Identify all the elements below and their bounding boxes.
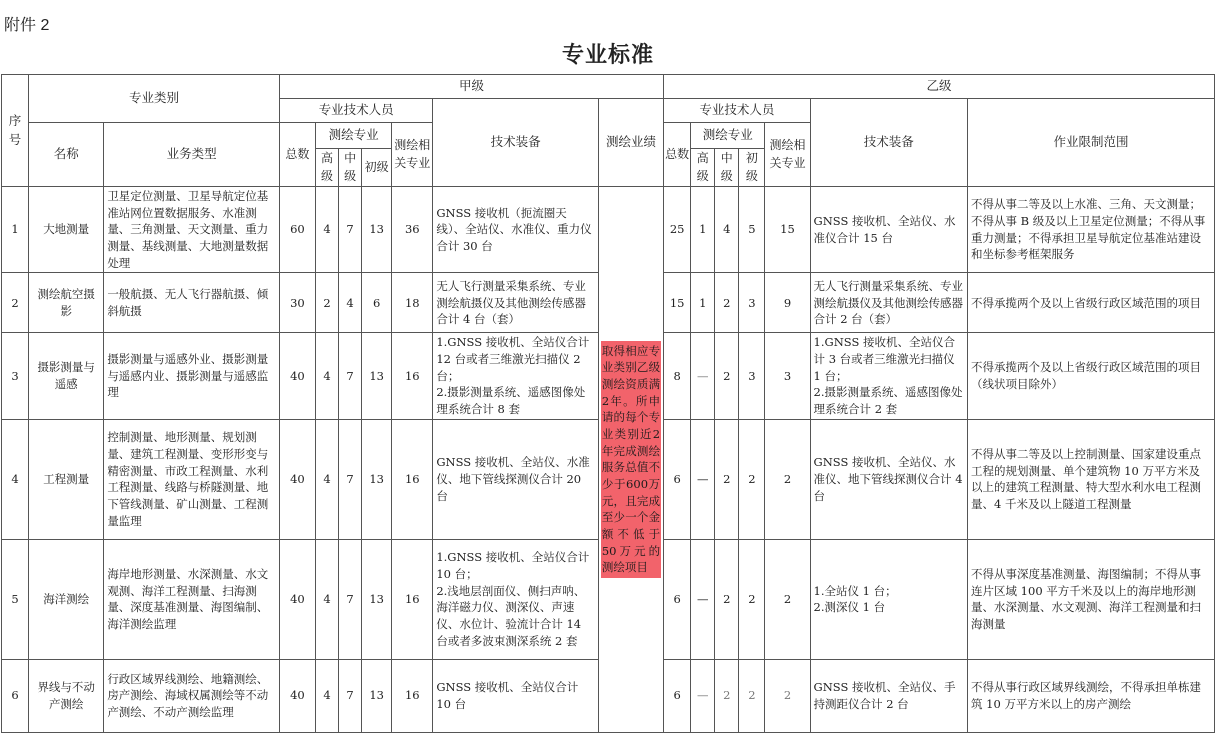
header-a-related: 测绘相关专业 [392,123,433,187]
b-related-cell: 9 [765,273,810,333]
a-mid-cell: 7 [339,659,362,732]
b-related-cell: 2 [765,539,810,659]
a-junior-cell: 13 [362,539,392,659]
b-equipment-cell: 1.全站仪 1 台； 2.测深仪 1 台 [810,539,967,659]
a-mid-cell: 7 [339,539,362,659]
b-total-cell: 6 [664,659,691,732]
business-cell: 行政区域界线测绘、地籍测绘、房产测绘、海域权属测绘等不动产测绘、不动产测绘监理 [104,659,280,732]
b-scope-cell: 不得承揽两个及以上省级行政区域范围的项目 [968,273,1215,333]
b-junior-cell: 2 [739,419,765,539]
header-b-personnel: 专业技术人员 [664,99,810,123]
b-senior-cell: — [691,659,715,732]
a-equipment-cell: 1.GNSS 接收机、全站仪合计 10 台； 2.浅地层剖面仪、侧扫声呐、海洋磁力仪、测深仪、声速仪、水位计、验流计合计 14 台或者多波束测深系统 2 套 [433,539,599,659]
name-cell: 工程测量 [29,419,104,539]
header-b-surveying-major: 测绘专业 [691,123,765,149]
b-equipment-cell: GNSS 接收机、全站仪、手持测距仪合计 2 台 [810,659,967,732]
a-senior-cell: 4 [315,419,338,539]
a-total-cell: 40 [279,539,315,659]
b-scope-cell: 不得承揽两个及以上省级行政区域范围的项目（线状项目除外） [968,333,1215,419]
b-mid-cell: 2 [715,419,739,539]
a-total-cell: 40 [279,419,315,539]
name-cell: 大地测量 [29,187,104,273]
b-equipment-cell: GNSS 接收机、全站仪、水准仪、地下管线探测仪合计 4 台 [810,419,967,539]
name-cell: 海洋测绘 [29,539,104,659]
a-total-cell: 30 [279,273,315,333]
b-junior-cell: 2 [739,539,765,659]
a-senior-cell: 4 [315,333,338,419]
name-cell: 测绘航空摄影 [29,273,104,333]
a-senior-cell: 4 [315,187,338,273]
b-senior-cell: 1 [691,187,715,273]
header-a-performance: 测绘业绩 [598,99,663,187]
b-related-cell: 2 [765,659,810,732]
b-mid-cell: 2 [715,333,739,419]
b-related-cell: 2 [765,419,810,539]
b-equipment-cell: 1.GNSS 接收机、全站仪合计 3 台或者三维激光扫描仪 1 台； 2.摄影测量系统、遥感图像处理系统合计 2 套 [810,333,967,419]
b-mid-cell: 2 [715,273,739,333]
a-related-cell: 18 [392,273,433,333]
header-a-senior: 高级 [315,149,338,187]
header-b-senior: 高级 [691,149,715,187]
b-scope-cell: 不得从事二等及以上水准、三角、天文测量；不得从事 B 级及以上卫星定位测量；不得从事重力测量；不得承担卫星导航定位基准站建设和坐标参考框架服务 [968,187,1215,273]
attachment-label: 附件 2 [4,17,50,34]
b-mid-cell: 2 [715,659,739,732]
a-equipment-cell: 1.GNSS 接收机、全站仪合计 12 台或者三维激光扫描仪 2 台； 2.摄影测量系统、遥感图像处理系统合计 8 套 [433,333,599,419]
header-grade-b: 乙级 [664,75,1215,99]
a-mid-cell: 7 [339,333,362,419]
a-equipment-cell: GNSS 接收机、全站仪合计 10 台 [433,659,599,732]
b-senior-cell: — [691,333,715,419]
b-mid-cell: 2 [715,539,739,659]
seq-cell: 2 [2,273,29,333]
page-title: 专业标准 [561,43,654,68]
a-senior-cell: 2 [315,273,338,333]
standards-table [1,74,1215,733]
b-junior-cell: 5 [739,187,765,273]
a-related-cell: 36 [392,187,433,273]
a-total-cell: 40 [279,333,315,419]
header-b-equipment: 技术装备 [810,99,967,187]
seq-cell: 1 [2,187,29,273]
name-cell: 摄影测量与遥感 [29,333,104,419]
a-total-cell: 60 [279,187,315,273]
b-related-cell: 3 [765,333,810,419]
b-mid-cell: 4 [715,187,739,273]
header-b-intermediate: 中级 [715,149,739,187]
header-grade-a: 甲级 [279,75,663,99]
a-related-cell: 16 [392,419,433,539]
b-equipment-cell: GNSS 接收机、全站仪、水准仪合计 15 台 [810,187,967,273]
a-junior-cell: 13 [362,333,392,419]
header-name: 名称 [29,123,104,187]
b-total-cell: 6 [664,419,691,539]
header-b-related: 测绘相关专业 [765,123,810,187]
business-cell: 摄影测量与遥感外业、摄影测量与遥感内业、摄影测量与遥感监理 [104,333,280,419]
a-junior-cell: 6 [362,273,392,333]
b-scope-cell: 不得从事行政区域界线测绘，不得承担单栋建筑 10 万平方米以上的房产测绘 [968,659,1215,732]
business-cell: 海岸地形测量、水深测量、水文观测、海洋工程测量、扫海测量、深度基准测量、海图编制、海洋测绘监理 [104,539,280,659]
b-junior-cell: 3 [739,273,765,333]
b-related-cell: 15 [765,187,810,273]
a-mid-cell: 4 [339,273,362,333]
header-a-surveying-major: 测绘专业 [315,123,391,149]
a-senior-cell: 4 [315,659,338,732]
a-junior-cell: 13 [362,419,392,539]
performance-highlight: 取得相应专业类别乙级测绘资质满2年。所申请的每个专业类别近2年完成测绘服务总值不少于600万元，且完成至少一个金额不低于50万元的测绘项目 [601,341,661,578]
b-junior-cell: 2 [739,659,765,732]
b-senior-cell: 1 [691,273,715,333]
b-total-cell: 25 [664,187,691,273]
business-cell: 控制测量、地形测量、规划测量、建筑工程测量、变形形变与精密测量、市政工程测量、水利工程测量、线路与桥隧测量、地下管线测量、矿山测量、工程测量监理 [104,419,280,539]
a-equipment-cell: GNSS 接收机（扼流圈天线）、全站仪、水准仪、重力仪合计 30 台 [433,187,599,273]
header-b-junior: 初级 [739,149,765,187]
a-total-cell: 40 [279,659,315,732]
b-total-cell: 6 [664,539,691,659]
a-mid-cell: 7 [339,187,362,273]
a-related-cell: 16 [392,539,433,659]
header-b-total: 总数 [664,123,691,187]
b-total-cell: 8 [664,333,691,419]
seq-cell: 3 [2,333,29,419]
a-mid-cell: 7 [339,419,362,539]
seq-cell: 4 [2,419,29,539]
b-junior-cell: 3 [739,333,765,419]
a-performance-cell [598,187,663,733]
header-business-type: 业务类型 [104,123,280,187]
business-cell: 一般航摄、无人飞行器航摄、倾斜航摄 [104,273,280,333]
header-a-personnel: 专业技术人员 [279,99,432,123]
b-senior-cell: — [691,539,715,659]
table-row [2,187,1215,273]
header-a-intermediate: 中级 [339,149,362,187]
seq-cell: 5 [2,539,29,659]
a-junior-cell: 13 [362,187,392,273]
name-cell: 界线与不动产测绘 [29,659,104,732]
a-equipment-cell: 无人飞行测量采集系统、专业测绘航摄仪及其他测绘传感器合计 4 台（套） [433,273,599,333]
b-scope-cell: 不得从事深度基准测量、海图编制；不得从事连片区域 100 平方千米及以上的海岸地形测量、水深测量、水文观测、海洋工程测量和扫海测量 [968,539,1215,659]
a-related-cell: 16 [392,333,433,419]
b-total-cell: 15 [664,273,691,333]
business-cell: 卫星定位测量、卫星导航定位基准站网位置数据服务、水准测量、三角测量、天文测量、重力测量、基线测量、大地测量数据处理 [104,187,280,273]
b-senior-cell: — [691,419,715,539]
header-a-equipment: 技术装备 [433,99,599,187]
a-equipment-cell: GNSS 接收机、全站仪、水准仪、地下管线探测仪合计 20 台 [433,419,599,539]
seq-cell: 6 [2,659,29,732]
header-a-total: 总数 [279,123,315,187]
a-senior-cell: 4 [315,539,338,659]
header-a-junior: 初级 [362,149,392,187]
a-related-cell: 16 [392,659,433,732]
header-b-scope: 作业限制范围 [968,99,1215,187]
header-category: 专业类别 [29,75,280,123]
header-seq: 序号 [2,75,29,187]
a-junior-cell: 13 [362,659,392,732]
b-equipment-cell: 无人飞行测量采集系统、专业测绘航摄仪及其他测绘传感器合计 2 台（套） [810,273,967,333]
b-scope-cell: 不得从事二等及以上控制测量、国家建设重点工程的规划测量、单个建筑物 10 万平方米及以上的建筑工程测量、特大型水利水电工程测量、4 千米及以上隧道工程测量 [968,419,1215,539]
